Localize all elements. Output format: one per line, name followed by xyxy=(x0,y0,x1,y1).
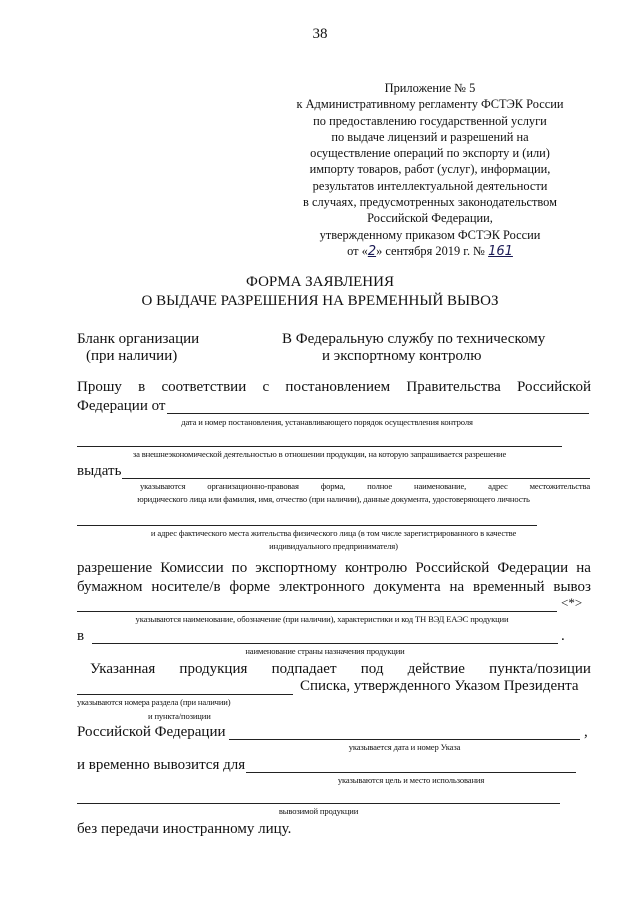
request-line1: Прошу в соответствии с постановлением Правительства Российской xyxy=(77,379,591,395)
hint-applicant-line2: юридического лица или фамилия, имя, отчество (при наличии), данные документа, удостоверяющего личность xyxy=(137,494,530,504)
addressee-line2: и экспортному контролю xyxy=(322,348,482,364)
applicant-field[interactable] xyxy=(122,478,590,479)
list-text: Списка, утвержденного Указом Президента xyxy=(300,678,579,694)
appendix-line: Российской Федерации, xyxy=(367,211,493,226)
product-field[interactable] xyxy=(77,611,557,612)
appendix-line: в случаях, предусмотренных законодательством xyxy=(303,195,557,210)
appendix-line: к Административному регламенту ФСТЭК России xyxy=(296,97,564,112)
address-field[interactable] xyxy=(77,525,537,526)
hint-address-line2: индивидуального предпринимателя) xyxy=(269,541,398,551)
appendix-date: от «2» сентября 2019 г. № 161 xyxy=(347,243,513,259)
destination-label: в xyxy=(77,628,85,644)
form-title-line2: О ВЫДАЧЕ РАЗРЕШЕНИЯ НА ВРЕМЕННЫЙ ВЫВОЗ xyxy=(141,293,499,309)
country-period: . xyxy=(561,628,565,644)
exported-product-field[interactable] xyxy=(77,803,560,804)
section-field[interactable] xyxy=(77,694,293,695)
hint-decree-number: указывается дата и номер Указа xyxy=(348,742,461,752)
hint-address: и адрес фактического места жительства физического лица (в том числе зарегистрированного в качестве xyxy=(150,528,517,538)
decree-date-field[interactable] xyxy=(167,413,589,414)
final-text: без передачи иностранному лицу. xyxy=(77,821,292,837)
request-line2: Федерации от xyxy=(77,398,166,414)
appendix-line: по предоставлению государственной услуги xyxy=(313,113,547,128)
appendix-line: по выдаче лицензий и разрешений на xyxy=(331,129,529,144)
addressee-line1: В Федеральную службу по техническому xyxy=(282,331,546,347)
hint-applicant: указываются организационно-правовая форма, полное наименование, адрес местожительства xyxy=(140,481,590,491)
hint-product: указываются наименование, обозначение (при наличии), характеристики и код ТН ВЭД ЕАЭС продукции xyxy=(135,614,509,624)
appendix-header xyxy=(280,80,580,260)
hint-country: наименование страны назначения продукции xyxy=(245,646,405,656)
decree-field[interactable] xyxy=(229,739,580,740)
country-field[interactable] xyxy=(92,643,558,644)
appendix-line: осуществление операций по экспорту и (или) xyxy=(310,146,550,161)
hint-section-line2: и пункта/позиции xyxy=(148,711,211,721)
page-number: 38 xyxy=(312,26,328,42)
handwritten-day: 2 xyxy=(367,243,377,259)
product-line1: Указанная продукция подпадает под действие пункта/позиции xyxy=(90,661,591,677)
control-field[interactable] xyxy=(77,446,562,447)
blank-note: (при наличии) xyxy=(86,348,178,364)
hint-exported: вывозимой продукции xyxy=(278,806,359,816)
appendix-line: импорту товаров, работ (услуг), информации, xyxy=(309,162,551,177)
handwritten-order-number: 161 xyxy=(488,243,513,259)
temp-export-label: и временно вывозится для xyxy=(77,757,246,773)
permit-line1: разрешение Комиссии по экспортному контролю Российской Федерации на xyxy=(77,560,591,576)
form-title xyxy=(0,273,640,311)
form-title-line1: ФОРМА ЗАЯВЛЕНИЯ xyxy=(246,274,394,290)
appendix-title: Приложение № 5 xyxy=(384,81,476,95)
footnote-marker: <*> xyxy=(561,595,583,610)
rf-comma: , xyxy=(584,724,588,740)
hint-section: указываются номера раздела (при наличии) xyxy=(77,697,231,707)
hint-control: за внешнеэкономической деятельностью в отношении продукции, на которую запрашивается разрешение xyxy=(132,449,507,459)
appendix-line: утвержденному приказом ФСТЭК России xyxy=(319,227,541,242)
rf-label: Российской Федерации xyxy=(77,724,226,740)
hint-decree: дата и номер постановления, устанавливающего порядок осуществления контроля xyxy=(181,417,473,427)
hint-purpose: указываются цель и место использования xyxy=(337,775,485,785)
issue-label: выдать xyxy=(77,463,122,479)
purpose-field[interactable] xyxy=(246,772,576,773)
permit-line2: бумажном носителе/в форме электронного документа на временный вывоз xyxy=(77,579,591,595)
blank-label: Бланк организации xyxy=(77,331,200,347)
appendix-line: результатов интеллектуальной деятельности xyxy=(312,178,548,193)
